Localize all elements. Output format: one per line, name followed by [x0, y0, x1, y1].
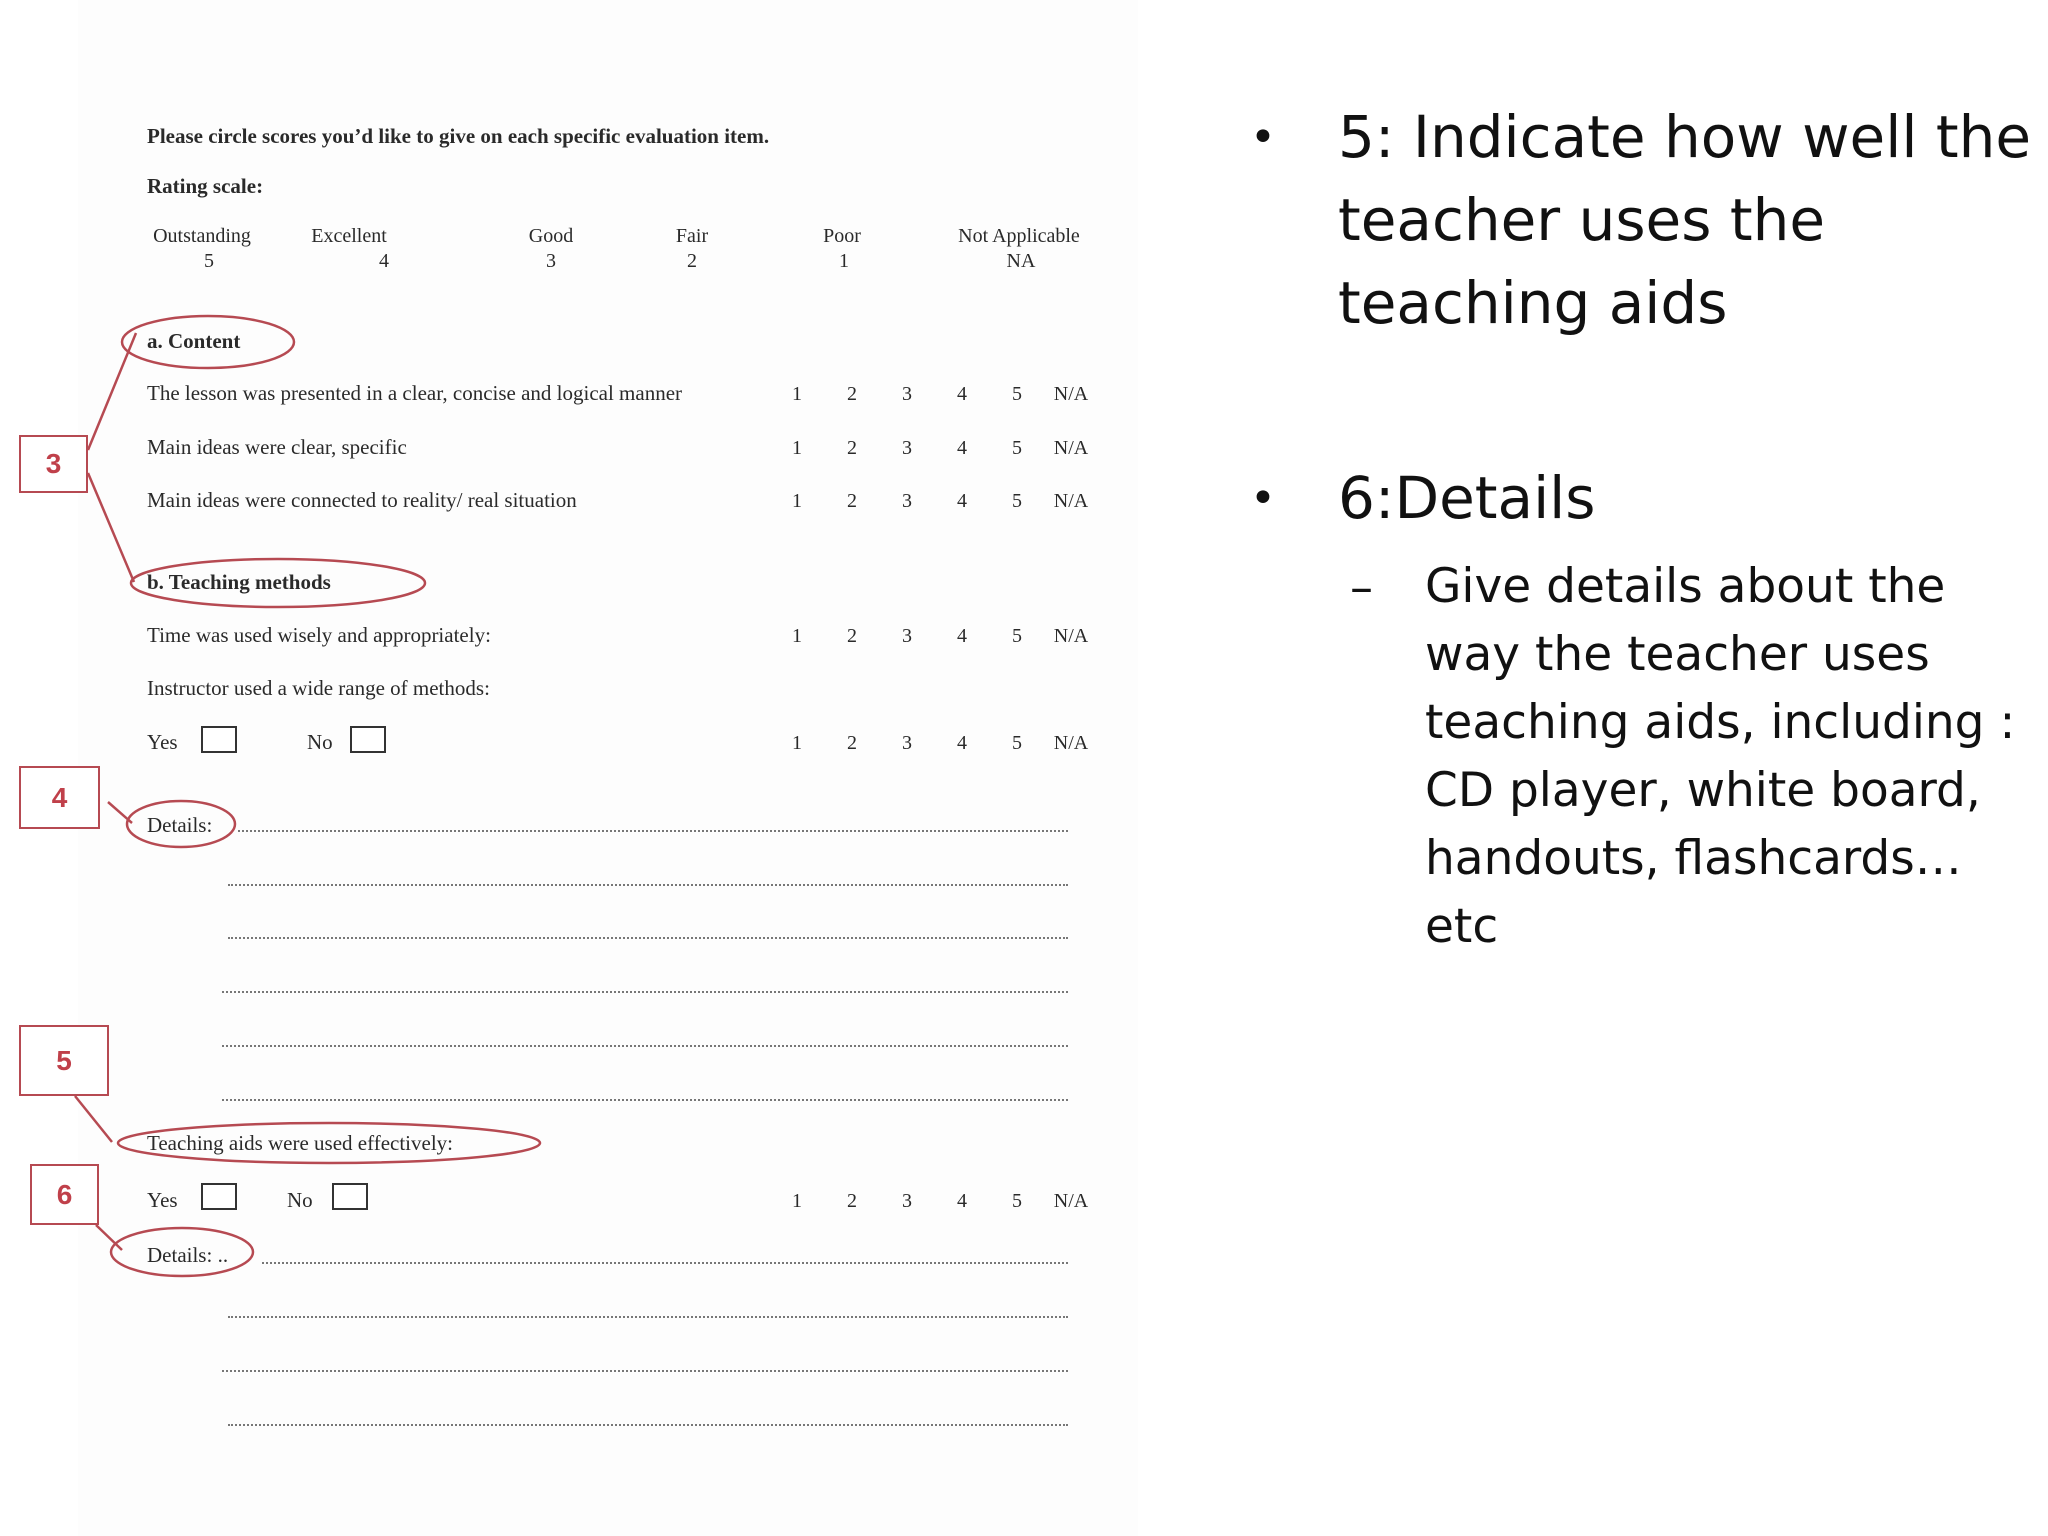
- score-na[interactable]: N/A: [1053, 437, 1089, 459]
- scale-value-excellent: 4: [379, 250, 389, 272]
- scale-label-good: Good: [528, 225, 574, 247]
- details-line[interactable]: [222, 1370, 1068, 1372]
- score-2[interactable]: 2: [847, 383, 857, 405]
- scale-label-not-applicable: Not Applicable: [958, 225, 1080, 247]
- yes-label: Yes: [147, 730, 178, 754]
- methods-range-item: Instructor used a wide range of methods:: [147, 676, 490, 700]
- teaching-aids-item: Teaching aids were used effectively:: [147, 1131, 454, 1155]
- score-1[interactable]: 1: [792, 1190, 802, 1212]
- score-1[interactable]: 1: [792, 383, 802, 405]
- score-4[interactable]: 4: [957, 383, 967, 405]
- details-line[interactable]: [228, 1316, 1068, 1318]
- details-line[interactable]: [262, 1262, 1068, 1264]
- score-4[interactable]: 4: [957, 732, 967, 754]
- score-na[interactable]: N/A: [1053, 625, 1089, 647]
- content-item-1: The lesson was presented in a clear, concise and logical manner: [147, 381, 683, 405]
- score-2[interactable]: 2: [847, 732, 857, 754]
- marker-5: 5: [19, 1025, 109, 1096]
- details-line[interactable]: [222, 1045, 1068, 1047]
- scale-label-excellent: Excellent: [311, 225, 387, 247]
- score-na[interactable]: N/A: [1053, 490, 1089, 512]
- sub-bullet-6-text: Give details about the way the teacher uses teaching aids, including : CD player, white board, handouts, flashcards…etc: [1425, 559, 2016, 954]
- methods-time-item: Time was used wisely and appropriately:: [147, 623, 491, 647]
- score-2[interactable]: 2: [847, 490, 857, 512]
- score-3[interactable]: 3: [902, 490, 912, 512]
- form-instructions: Please circle scores you’d like to give on each specific evaluation item.: [147, 124, 770, 148]
- score-5[interactable]: 5: [1012, 437, 1022, 459]
- marker-6: 6: [30, 1164, 99, 1225]
- score-5[interactable]: 5: [1012, 490, 1022, 512]
- details-line[interactable]: [222, 991, 1068, 993]
- scale-value-fair: 2: [687, 250, 697, 272]
- details-line[interactable]: [228, 884, 1068, 886]
- score-na[interactable]: N/A: [1053, 1190, 1089, 1212]
- score-5[interactable]: 5: [1012, 1190, 1022, 1212]
- scale-value-poor: 1: [839, 250, 849, 272]
- explanation-notes: [1240, 0, 2040, 1536]
- score-4[interactable]: 4: [957, 490, 967, 512]
- section-methods-title: b. Teaching methods: [147, 570, 331, 594]
- score-5[interactable]: 5: [1012, 625, 1022, 647]
- score-4[interactable]: 4: [957, 437, 967, 459]
- aids-yes-label: Yes: [147, 1188, 178, 1212]
- bullet-6-text: 6:Details: [1338, 464, 1596, 532]
- methods-details-label: Details:: [147, 813, 213, 837]
- score-na[interactable]: N/A: [1053, 383, 1089, 405]
- marker-3: 3: [19, 435, 88, 493]
- dash-glyph: –: [1350, 560, 1373, 614]
- score-3[interactable]: 3: [902, 732, 912, 754]
- scale-label-poor: Poor: [823, 225, 861, 247]
- sub-bullet-6: [1350, 553, 2025, 961]
- bullet-5-text: 5: Indicate how well the teacher uses the teaching aids: [1338, 103, 2032, 337]
- score-3[interactable]: 3: [902, 437, 912, 459]
- scale-label-fair: Fair: [675, 225, 709, 247]
- score-2[interactable]: 2: [847, 1190, 857, 1212]
- bullet-5: [1240, 96, 2038, 345]
- no-checkbox[interactable]: [350, 726, 386, 753]
- aids-details-label: Details: ..: [147, 1243, 229, 1267]
- score-5[interactable]: 5: [1012, 383, 1022, 405]
- content-item-2: Main ideas were clear, specific: [147, 435, 407, 459]
- scale-label-outstanding: Outstanding: [153, 225, 251, 247]
- aids-no-label: No: [287, 1188, 313, 1212]
- score-na[interactable]: N/A: [1053, 732, 1089, 754]
- scale-value-good: 3: [546, 250, 556, 272]
- score-3[interactable]: 3: [902, 1190, 912, 1212]
- details-line[interactable]: [238, 830, 1068, 832]
- rating-scale-title: Rating scale:: [147, 174, 264, 198]
- score-1[interactable]: 1: [792, 625, 802, 647]
- no-label: No: [307, 730, 333, 754]
- bullet-6: [1240, 457, 2038, 541]
- score-5[interactable]: 5: [1012, 732, 1022, 754]
- score-4[interactable]: 4: [957, 1190, 967, 1212]
- score-1[interactable]: 1: [792, 437, 802, 459]
- details-line[interactable]: [228, 937, 1068, 939]
- score-4[interactable]: 4: [957, 625, 967, 647]
- section-content-title: a. Content: [147, 329, 241, 353]
- scale-value-not-applicable: NA: [1006, 250, 1036, 272]
- details-line[interactable]: [222, 1099, 1068, 1101]
- score-2[interactable]: 2: [847, 625, 857, 647]
- score-3[interactable]: 3: [902, 383, 912, 405]
- details-line[interactable]: [228, 1424, 1068, 1426]
- yes-checkbox[interactable]: [201, 726, 237, 753]
- score-1[interactable]: 1: [792, 732, 802, 754]
- score-3[interactable]: 3: [902, 625, 912, 647]
- bullet-glyph: •: [1250, 473, 1276, 524]
- bullet-glyph: •: [1250, 112, 1276, 163]
- score-1[interactable]: 1: [792, 490, 802, 512]
- scale-value-outstanding: 5: [204, 250, 214, 272]
- aids-no-checkbox[interactable]: [332, 1183, 368, 1210]
- aids-yes-checkbox[interactable]: [201, 1183, 237, 1210]
- marker-4: 4: [19, 766, 100, 829]
- score-2[interactable]: 2: [847, 437, 857, 459]
- content-item-3: Main ideas were connected to reality/ real situation: [147, 488, 577, 512]
